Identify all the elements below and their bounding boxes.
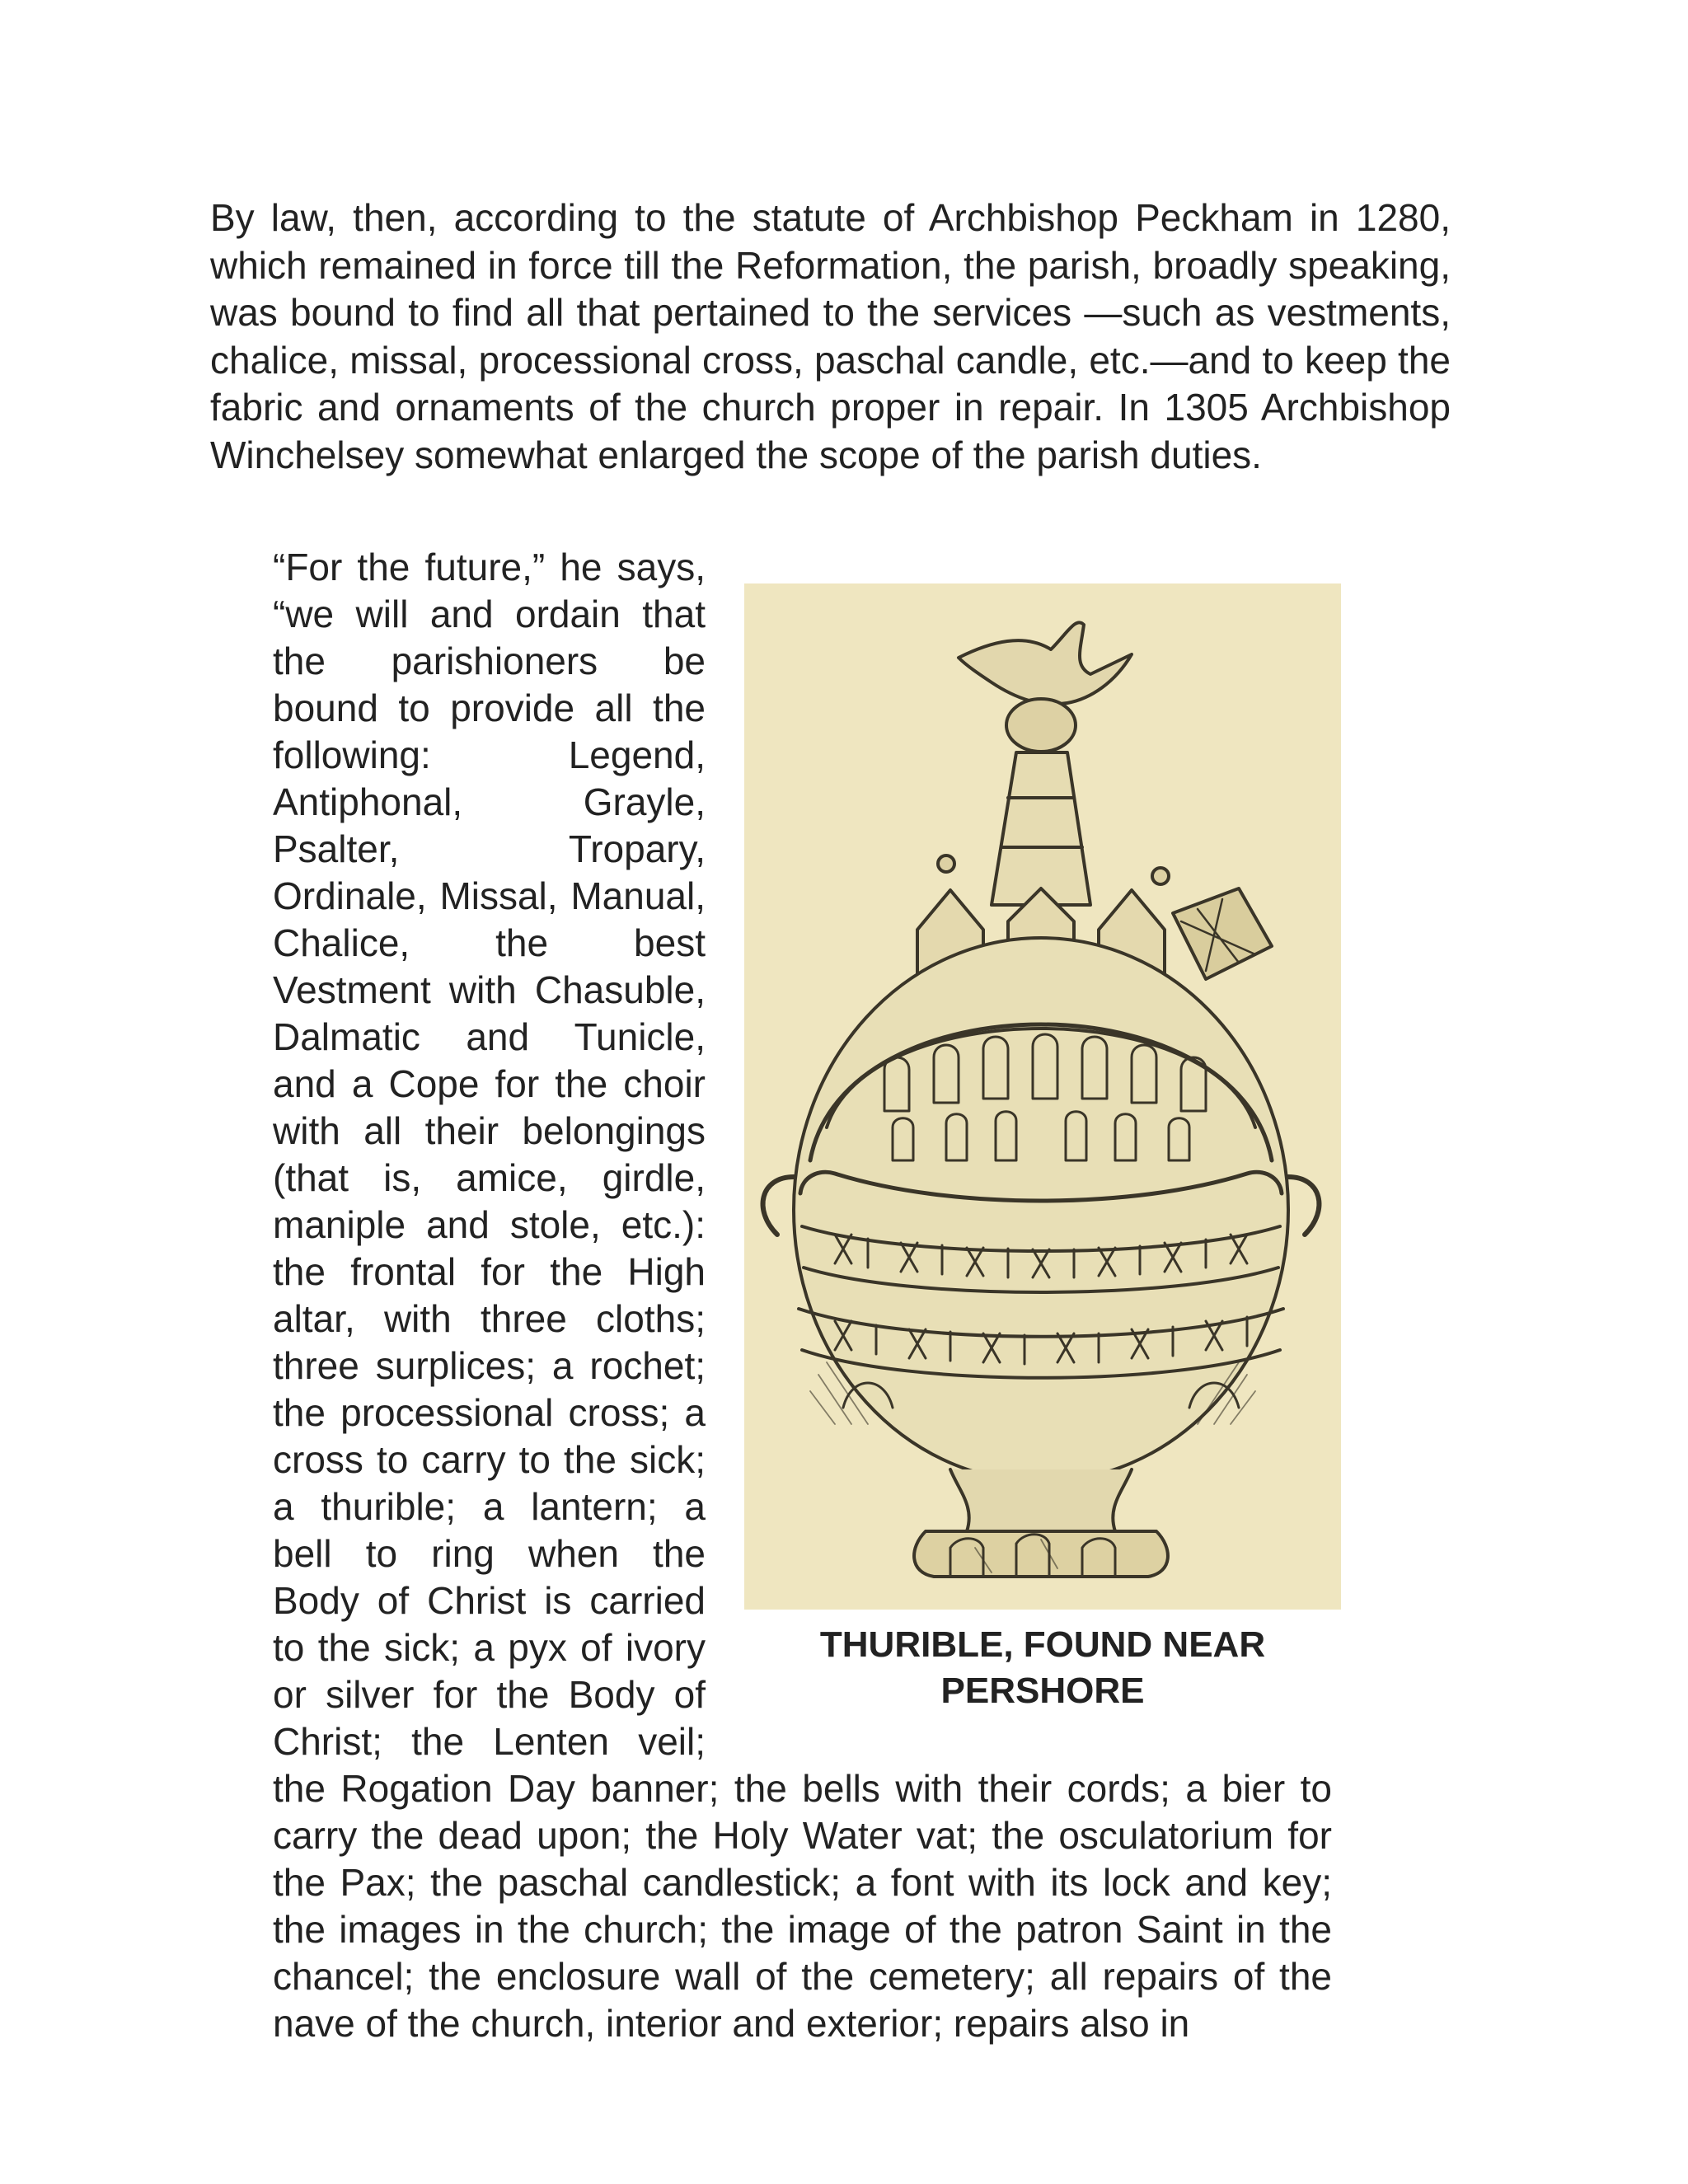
thurible-drawing — [744, 583, 1341, 1610]
figure-caption: THURIBLE, FOUND NEAR PERSHORE — [819, 1624, 1266, 1711]
thurible-illustration — [744, 583, 1341, 1610]
thurible-figure — [706, 544, 1332, 1737]
intro-paragraph: By law, then, according to the statute of Archbishop Peckham in 1280, which remained in force till the Reformation, the parish, broadly speaking, was bound to find all that pertained to the services —such as vestments, chalice, missal, processional cross, paschal candle, etc.—and to keep the fabric and ornaments of the church proper in repair. In 1305 Archbishop Winchelsey somewhat enlarged the scope of the parish duties. — [210, 196, 1451, 476]
quote-paragraph: “For the future,” he says, “we will and ordain that the parishioners be bound to provide all the following: Legend, Antiphonal, Grayle, Psalter, Tropary, Ordinale, Missal, Manual, Chalice, the best Vestment with Chasuble, Dalmatic and Tunicle, and a Cope for the choir with all their belongings (that is, amice, girdle, maniple and stole, etc.): the frontal for the High altar, with three cloths; three surplices; a rochet; the processional cross; a cross to carry to the sick; a thurible; a lantern; a bell to ring when the Body of Christ is carried to the sick; a pyx of ivory or silver for the Body of Christ; the Lenten veil; the Rogation Day banner; the bells with their cords; a bier to carry the dead upon; the Holy Water vat; the osculatorium for the Pax; the paschal candlestick; a font with its lock and key; the images in the church; the image of the patron Saint in the chancel; the enclosure wall of the cemetery; all repairs of the nave of the church, interior and exterior; repairs also in — [273, 546, 1332, 2045]
quote-section — [273, 544, 1332, 2047]
